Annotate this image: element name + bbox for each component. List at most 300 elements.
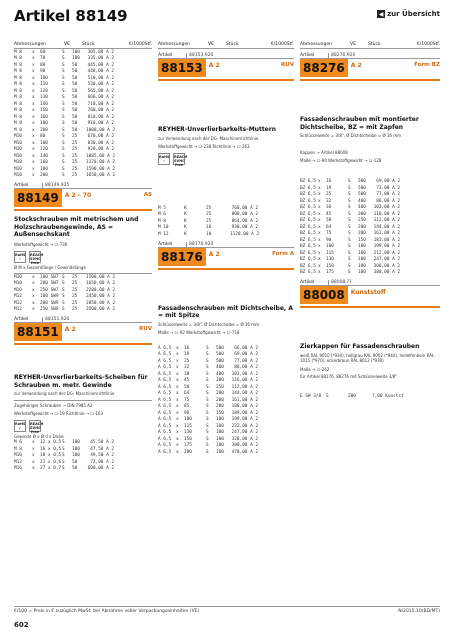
table-cell: S	[62, 121, 65, 127]
table-cell: 500	[358, 185, 366, 191]
table-cell: 25	[184, 358, 190, 364]
table-row	[14, 173, 152, 180]
article-ref[interactable]: Maße → ☐-262	[300, 366, 330, 372]
table-cell: 64	[184, 391, 190, 397]
table-cell: A 6,5	[158, 423, 172, 429]
table-cell: BZ 6,5	[300, 218, 316, 224]
article-header: Artikel 88151.920	[14, 317, 152, 323]
table-cell: 103,00 A 2	[373, 205, 400, 211]
table-cell: A 6,5	[158, 365, 172, 371]
table-cell: M 8	[158, 218, 166, 224]
table-cell: A 6,5	[158, 417, 172, 423]
table-cell: 85	[184, 404, 190, 410]
table-cell: 100	[72, 453, 80, 459]
table-cell: x	[176, 449, 179, 455]
table-cell: 160	[40, 160, 48, 166]
table-row	[158, 449, 294, 456]
table-cell: 247,00 A 2	[373, 257, 400, 263]
table-cell: 50	[72, 95, 78, 101]
table-cell: x	[318, 257, 321, 263]
table-cell: 25	[72, 160, 78, 166]
usage-note: für Artikel 88176, 88276 mit Schlüsselweite 3/8"	[300, 373, 398, 379]
table-cell: M10	[14, 140, 22, 146]
table-cell: S	[206, 423, 209, 429]
table-cell: 27 x 0,7	[40, 466, 62, 472]
table-cell: M 6	[14, 440, 22, 446]
table-cell: 212,00 A 2	[373, 250, 400, 256]
table-cell: 144,00 A 2	[231, 391, 258, 397]
table-cell: A 6,5	[158, 391, 172, 397]
usage-note: zur Verwendung nach der DG- Maschinenrichtlinie	[158, 135, 259, 141]
table-cell: S	[62, 127, 65, 133]
table-cell: 500	[216, 358, 224, 364]
table-cell: S	[348, 192, 351, 198]
table-cell: BZ 6,5	[300, 211, 316, 217]
article-box[interactable]: 88153 A 2 RUV	[158, 59, 294, 81]
table-cell: S	[206, 410, 209, 416]
article-header: Artikel 88008.??	[300, 280, 440, 286]
table-cell: M10	[14, 134, 22, 140]
table-cell: 38	[184, 371, 190, 377]
table-cell: S	[62, 56, 65, 62]
table-cell: 300	[358, 211, 366, 217]
table-cell: S	[206, 417, 209, 423]
table-cell: 140	[40, 101, 48, 107]
table-cell: 200	[40, 173, 48, 179]
table-cell: M 8	[14, 49, 22, 55]
table-cell: 50	[72, 108, 78, 114]
table-cell: A 6,5	[158, 430, 172, 436]
table-cell: 1000,00 A 2	[86, 127, 116, 133]
table-cell: A 6,5	[158, 371, 172, 377]
table-cell: x	[32, 134, 35, 140]
table-cell: 2450,00 A 2	[86, 294, 116, 300]
table-cell: x	[32, 95, 35, 101]
article-box[interactable]: 88151 A 2 RUV	[14, 323, 152, 345]
table-cell: K	[184, 231, 187, 237]
table-cell: BZ 6,5	[300, 192, 316, 198]
table-cell: M16	[14, 466, 22, 472]
table-cell: 100 SW7	[40, 274, 59, 280]
column-1	[14, 40, 152, 472]
page-number: 602	[14, 621, 29, 629]
table-cell: BZ 6,5	[300, 224, 316, 230]
table-cell: S	[206, 436, 209, 442]
table-cell: 670,00 A 2	[87, 134, 114, 140]
table-cell: 400	[216, 365, 224, 371]
table-cell: 90	[40, 69, 46, 75]
table-cell: x	[32, 440, 35, 446]
table-cell: 200 SW9	[40, 300, 59, 306]
table-cell: S	[348, 211, 351, 217]
table-row	[14, 466, 152, 473]
table-body	[14, 440, 152, 473]
reach-icon: REACH SVHC free	[30, 252, 44, 265]
table-cell: S	[62, 82, 65, 88]
table-cell: 77,00 A 2	[376, 192, 400, 198]
table-cell: S	[206, 397, 209, 403]
table-cell: 50	[72, 466, 78, 472]
dimension-note: Gewinde Ø x Ø d x Dicke	[14, 434, 64, 439]
table-cell: x	[32, 101, 35, 107]
table-cell: M 8	[14, 108, 22, 114]
table-cell: 60	[40, 49, 46, 55]
table-cell: M 8	[14, 101, 22, 107]
table-cell: E SW 3/8	[300, 393, 322, 399]
dimension-note: Ø M x Gesamtlänge / Gewindelänge	[14, 264, 86, 270]
article-ref[interactable]: Werkstoffgewicht → ☐-736	[14, 241, 68, 247]
table-cell: 100	[358, 250, 366, 256]
article-description: REYHER-Unverlierbarkeits-Scheiben für Schrauben m. metr. Gewinde	[14, 374, 148, 389]
table-cell: 45	[326, 211, 332, 217]
table-cell: BZ 6,5	[300, 198, 316, 204]
table-cell: M 8	[14, 62, 22, 68]
table-cell: 18 x 0,5	[40, 453, 62, 459]
table-cell: 116,00 A 2	[231, 378, 258, 384]
table-cell: S	[62, 453, 65, 459]
article-box[interactable]: 88008 Kunststoff	[300, 286, 440, 308]
table-cell: M10	[14, 147, 22, 153]
table-cell: x	[318, 237, 321, 243]
article-box[interactable]: 88149 A 2 – 70 AS	[14, 189, 152, 211]
table-cell: A 6,5	[158, 352, 172, 358]
table-cell: S	[206, 378, 209, 384]
table-cell: x	[32, 307, 35, 313]
footer: €/100 = Preis in € zuzüglich MwSt. bei Abnahme voller Verpackungseinheiten (VE) N/2015.10(BD/MT)	[14, 606, 440, 614]
table-cell: 32	[326, 198, 332, 204]
table-cell: x	[176, 404, 179, 410]
table-cell: M 8	[14, 446, 22, 452]
article-ref[interactable]: Werkstoffgewicht → ☐-238 Richtlinie → ☐-263	[158, 144, 250, 149]
table-cell: M12	[14, 294, 22, 300]
article-description: REYHER-Unverlierbarkeits-Muttern	[158, 126, 276, 133]
table-cell: S	[62, 88, 65, 94]
table-cell: 88,00 A 2	[376, 198, 400, 204]
table-cell: BZ 6,5	[300, 179, 316, 185]
table-cell: x	[318, 244, 321, 250]
table-cell: 199,00 A 2	[373, 244, 400, 250]
table-cell: 1650,00 A 2	[86, 281, 116, 287]
table-cell: 150	[326, 263, 334, 269]
table-cell: 21 x 0,6	[40, 459, 62, 465]
table-cell: 100	[72, 440, 80, 446]
table-cell: 16 x 0,5	[40, 446, 62, 452]
table-cell: 183,00 A 2	[373, 237, 400, 243]
table-cell: 470,00 A 2	[231, 449, 258, 455]
table-cell: BZ 6,5	[300, 263, 316, 269]
table-cell: x	[318, 250, 321, 256]
table-cell: x	[176, 365, 179, 371]
table-cell: 69,00 A 2	[376, 179, 400, 185]
table-cell: 200	[216, 391, 224, 397]
table-cell: BZ 6,5	[300, 237, 316, 243]
table-cell: S	[348, 218, 351, 224]
table-cell: 930,00 A 2	[231, 225, 258, 231]
table-cell: 50	[72, 121, 78, 127]
bottom-note: Zugehöriger Schrauben → DIN 7985 A2	[14, 402, 93, 408]
table-cell: 200	[358, 224, 366, 230]
table-cell: S	[62, 166, 65, 172]
table-cell: K	[184, 225, 187, 231]
table-cell: 300,00 A 2	[373, 263, 400, 269]
table-cell: 864,00 A 2	[231, 218, 258, 224]
table-cell: 45,50 A 2	[90, 440, 114, 446]
table-cell: 100	[358, 244, 366, 250]
table-cell: 110	[40, 82, 48, 88]
table-cell: S	[206, 371, 209, 377]
table-cell: M 5	[158, 205, 166, 211]
table-cell: 25	[72, 140, 78, 146]
table-cell: 112,00 A 2	[231, 384, 258, 390]
table-cell: 73,00 A 2	[376, 185, 400, 191]
article-box[interactable]: 88176 A 2 Form A	[158, 248, 294, 270]
table-cell: 25	[206, 218, 212, 224]
table-cell: 90	[326, 237, 332, 243]
table-cell: S	[206, 345, 209, 351]
table-cell: x	[318, 192, 321, 198]
bottom-ref[interactable]: Werkstoffgewicht → ☐-19 Richtlinie → ☐-163	[14, 411, 104, 416]
table-cell: x	[318, 211, 321, 217]
table-cell: M10	[14, 287, 22, 293]
table-cell: x	[32, 287, 35, 293]
table-cell: x	[318, 205, 321, 211]
article-ref[interactable]: Kappen → Artikel 88008	[300, 149, 348, 155]
table-cell: S	[62, 62, 65, 68]
table-cell: S	[348, 179, 351, 185]
column-2	[158, 40, 294, 456]
table-cell: 69,00 A 2	[234, 352, 258, 358]
rohs-icons	[14, 251, 152, 263]
table-cell: 112,00 A 2	[373, 218, 400, 224]
table-cell: 200	[216, 404, 224, 410]
usage-note: Schlüsselweite = 3/8", Ø Dichtscheibe = Ø 16 mm	[300, 133, 402, 138]
table-cell: 100	[40, 140, 48, 146]
table-cell: 830,00 A 2	[87, 140, 114, 146]
table-cell: 448,00 A 2	[87, 69, 114, 75]
table-cell: 180	[40, 166, 48, 172]
table-cell: 70	[40, 56, 46, 62]
table-cell: 45	[184, 378, 190, 384]
table-cell: 12 x 0,5	[40, 440, 62, 446]
article-description: Zierkappen für Fassadenschrauben	[300, 343, 420, 350]
table-cell: 500	[216, 345, 224, 351]
table-cell: M10	[14, 274, 22, 280]
table-cell: 80	[40, 134, 46, 140]
table-cell: x	[32, 69, 35, 75]
table-cell: 50	[72, 62, 78, 68]
table-cell: 100	[216, 423, 224, 429]
table-cell: 300	[216, 378, 224, 384]
table-cell: 500	[358, 192, 366, 198]
table-cell: S	[62, 75, 65, 81]
table-cell: 130	[326, 257, 334, 263]
table-cell: S	[62, 160, 65, 166]
table-cell: 100	[216, 449, 224, 455]
table-cell: 400	[358, 198, 366, 204]
table-cell: x	[32, 274, 35, 280]
table-cell: 25	[72, 307, 78, 313]
table-cell: 800,00 A 2	[231, 212, 258, 218]
table-cell: 1170,00 A 2	[86, 160, 116, 166]
table-cell: 32	[184, 365, 190, 371]
table-cell: 25	[72, 281, 78, 287]
table-cell: BZ 6,5	[300, 244, 316, 250]
table-cell: 1085,00 A 2	[86, 153, 116, 159]
table-cell: 50	[72, 69, 78, 75]
table-cell: 305,80 A 2	[87, 49, 114, 55]
table-cell: 250 SW7	[40, 287, 59, 293]
table-cell: M10	[14, 173, 22, 179]
table-cell: 50	[72, 88, 78, 94]
table-cell: M 8	[14, 127, 22, 133]
table-cell: S	[348, 250, 351, 256]
table-cell: M 8	[14, 82, 22, 88]
table-cell: 16	[326, 179, 332, 185]
table-cell: 88,00 A 2	[234, 365, 258, 371]
table-cell: x	[32, 147, 35, 153]
table-cell: A 6,5	[158, 345, 172, 351]
table-cell: BZ 6,5	[300, 205, 316, 211]
table-cell: 320,00 A 2	[231, 436, 258, 442]
table-cell: x	[176, 417, 179, 423]
table-cell: M10	[14, 166, 22, 172]
table-cell: A 6,5	[158, 410, 172, 416]
table-cell: 75	[184, 397, 190, 403]
table-cell: x	[318, 198, 321, 204]
table-cell: 100	[40, 75, 48, 81]
table-cell: A 6,5	[158, 378, 172, 384]
table-cell: 510,00 A 2	[87, 75, 114, 81]
table-cell: 10	[206, 225, 212, 231]
table-cell: S	[62, 274, 65, 280]
table-cell: S	[62, 69, 65, 75]
table-cell: S	[62, 466, 65, 472]
table-body	[300, 393, 440, 400]
table-cell: S	[348, 237, 351, 243]
table-cell: 335,00 A 2	[87, 56, 114, 62]
table-cell: 115	[326, 250, 334, 256]
article-box[interactable]: 88276 A 2 Form BZ	[300, 59, 440, 81]
table-cell: x	[318, 231, 321, 237]
table-cell: 50	[72, 459, 78, 465]
table-cell: 19	[326, 185, 332, 191]
table-cell: x	[32, 114, 35, 120]
table-cell: S	[348, 270, 351, 276]
table-cell: 660,00 A 2	[87, 95, 114, 101]
table-cell: S	[348, 198, 351, 204]
table-cell: 250	[358, 218, 366, 224]
table-cell: 380,00 A 2	[373, 270, 400, 276]
table-cell: x	[176, 443, 179, 449]
table-cell: S	[206, 352, 209, 358]
table-cell: S	[62, 49, 65, 55]
table-cell: M 8	[14, 121, 22, 127]
table-cell: 120	[40, 88, 48, 94]
table-cell: A 6,5	[158, 404, 172, 410]
table-cell: x	[32, 166, 35, 172]
table-cell: 189,00 A 2	[231, 410, 258, 416]
table-cell: 150	[184, 436, 192, 442]
table-cell: x	[32, 160, 35, 166]
table-cell: x	[176, 410, 179, 416]
table-cell: 72,00 A 2	[90, 459, 114, 465]
table-cell: 565,00 A 2	[87, 88, 114, 94]
table-cell: 760,00 A 2	[231, 205, 258, 211]
table-cell: A 6,5	[158, 443, 172, 449]
table-cell: x	[32, 127, 35, 133]
table-cell: S	[62, 153, 65, 159]
table-cell: 50	[72, 82, 78, 88]
table-cell: x	[318, 270, 321, 276]
table-cell: M10	[14, 160, 22, 166]
table-cell: 710,00 A 2	[87, 101, 114, 107]
article-ref[interactable]: Maße → ☐-90 Werkstoffgewicht → ☐-128	[300, 157, 382, 163]
table-cell: 100	[358, 263, 366, 269]
table-cell: 16	[184, 345, 190, 351]
table-cell: 161,00 A 2	[373, 231, 400, 237]
table-cell: x	[32, 49, 35, 55]
table-cell: 110,00 A 2	[373, 211, 400, 217]
table-cell: x	[318, 179, 321, 185]
table-cell: 100	[358, 257, 366, 263]
table-cell: 400	[358, 205, 366, 211]
table-cell: x	[176, 436, 179, 442]
table-cell: 180	[40, 121, 48, 127]
table-cell: 760,00 A 2	[87, 108, 114, 114]
table-cell: x	[318, 185, 321, 191]
table-row	[158, 231, 294, 238]
rohs-icons	[14, 420, 152, 432]
article-ref[interactable]: Maße → ☐-92 Werkstoffgewicht → ☐-718	[158, 330, 240, 335]
table-cell: 130	[40, 95, 48, 101]
table-cell: 115	[184, 423, 192, 429]
table-cell: 120	[40, 147, 48, 153]
table-cell: x	[32, 75, 35, 81]
table-cell: 10	[206, 231, 212, 237]
table-cell: S	[206, 391, 209, 397]
table-cell: x	[32, 281, 35, 287]
table-cell: M12	[14, 459, 22, 465]
table-cell: A 6,5	[158, 397, 172, 403]
table-cell: M10	[14, 281, 22, 287]
table-cell: 50	[184, 384, 190, 390]
table-cell: 1120,00 A 2	[230, 231, 260, 237]
table-cell: A 6,5	[158, 436, 172, 442]
table-cell: BZ 6,5	[300, 270, 316, 276]
table-cell: 150	[216, 410, 224, 416]
table-cell: A 6,5	[158, 449, 172, 455]
table-cell: x	[176, 397, 179, 403]
table-cell: M10	[14, 453, 22, 459]
table-cell: 19	[184, 352, 190, 358]
usage-note: zur Verwendung nach der DG- Maschinenrichtlinie	[14, 391, 115, 396]
table-cell: BZ 6,5	[300, 231, 316, 237]
rohs-icon: RoHS ✓	[15, 422, 26, 430]
table-cell: 50	[72, 75, 78, 81]
table-cell: BZ 6,5	[300, 257, 316, 263]
overview-link[interactable]	[377, 10, 440, 18]
color-note: weiß RAL 9010 (*930), hellgrau RAL 9002 (*940), hellelfenbein RAL 1015 (*970), ockerbraun RAL 8012 (*930)	[300, 352, 435, 363]
table-cell: M 8	[14, 114, 22, 120]
table-cell: 100	[72, 446, 80, 452]
table-cell: x	[176, 378, 179, 384]
table-cell: A 6,5	[158, 358, 172, 364]
table-cell: 140	[40, 153, 48, 159]
table-cell: A 6,5	[158, 384, 172, 390]
table-cell: S	[348, 263, 351, 269]
table-cell: S	[348, 224, 351, 230]
table-cell: x	[318, 263, 321, 269]
